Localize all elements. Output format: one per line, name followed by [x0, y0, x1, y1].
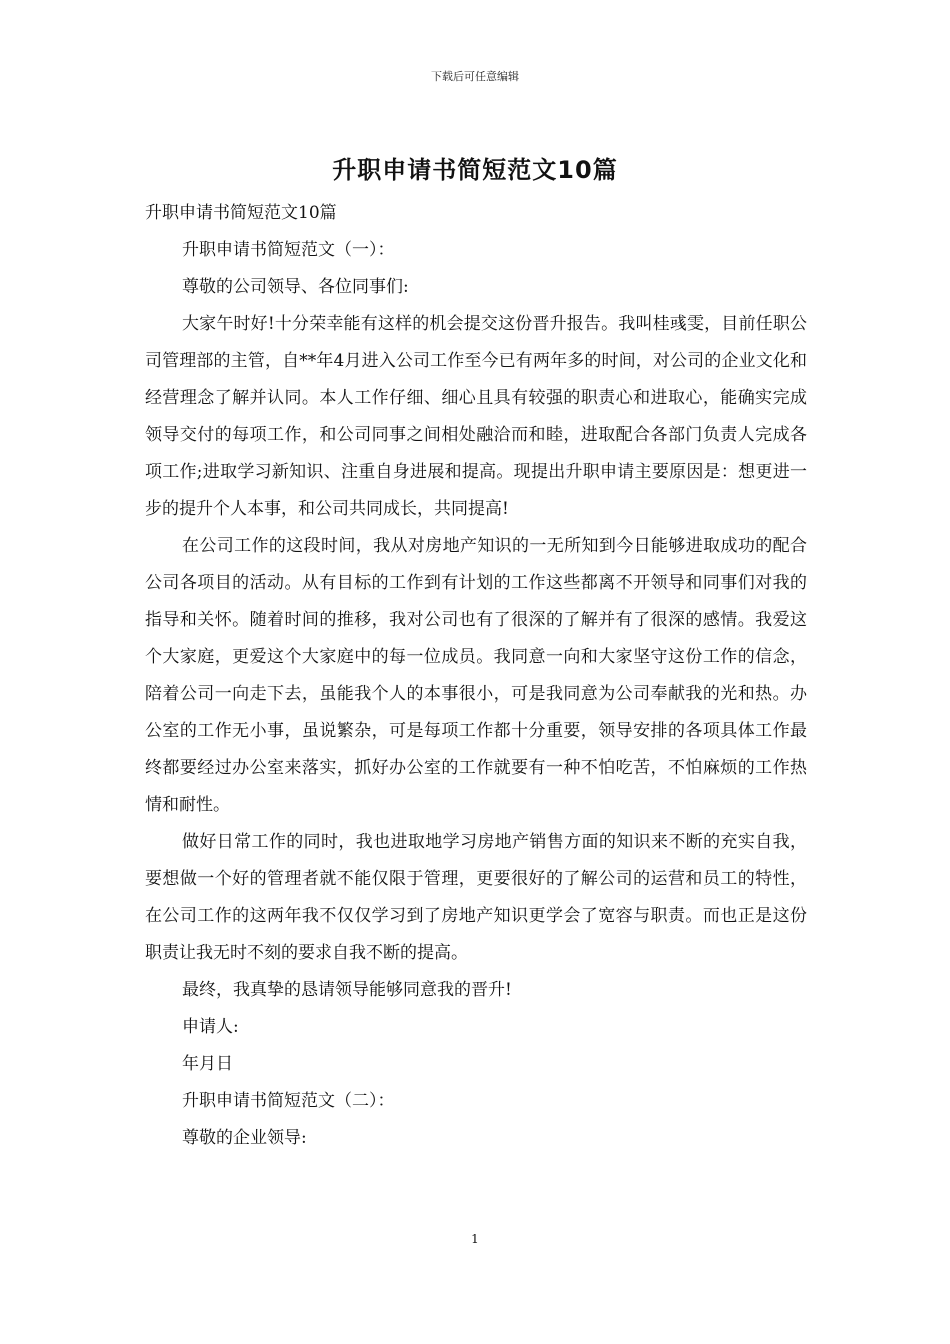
- closing-paragraph: 最终，我真挚的恳请领导能够同意我的晋升!: [182, 980, 512, 1000]
- header-note: 下载后可任意编辑: [431, 70, 519, 83]
- document-body: [145, 195, 807, 1157]
- salutation-2: 尊敬的企业领导:: [182, 1128, 307, 1148]
- date-line: 年月日: [182, 1054, 233, 1074]
- subtitle-line: 升职申请书简短范文10篇: [145, 203, 337, 223]
- document-title: 升职申请书简短范文10篇: [332, 156, 618, 184]
- salutation-1: 尊敬的公司领导、各位同事们:: [182, 277, 409, 297]
- page-number: 1: [471, 1232, 479, 1246]
- section-heading-2: 升职申请书简短范文（二）：: [182, 1091, 395, 1111]
- body-paragraph: 大家午时好!十分荣幸能有这样的机会提交这份晋升报告。我叫桂彧雯，目前任职公司管理部的主管，自**年4月进入公司工作至今已有两年多的时间，对公司的企业文化和经营理念了解并认同。本人工作仔细、细心且具有较强的职责心和进取心，能确实完成领导交付的每项工作，和公司同事之间相处融洽而和睦，进取配合各部门负责人完成各项工作;进取学习新知识、注重自身进展和提高。现提出升职申请主要原因是：想更进一步的提升个人本事，和公司共同成长，共同提高!: [145, 314, 807, 519]
- body-paragraph: 在公司工作的这段时间，我从对房地产知识的一无所知到今日能够进取成功的配合公司各项目的活动。从有目标的工作到有计划的工作这些都离不开领导和同事们对我的指导和关怀。随着时间的推移，我对公司也有了很深的了解并有了很深的感情。我爱这个大家庭，更爱这个大家庭中的每一位成员。我同意一向和大家坚守这份工作的信念，陪着公司一向走下去，虽能我个人的本事很小，可是我同意为公司奉献我的光和热。办公室的工作无小事，虽说繁杂，可是每项工作都十分重要，领导安排的各项具体工作最终都要经过办公室来落实，抓好办公室的工作就要有一种不怕吃苦，不怕麻烦的工作热情和耐性。: [145, 536, 807, 815]
- applicant-line: 申请人:: [182, 1017, 239, 1037]
- section-heading-1: 升职申请书简短范文（一）：: [182, 240, 395, 260]
- body-paragraph: 做好日常工作的同时，我也进取地学习房地产销售方面的知识来不断的充实自我，要想做一个好的管理者就不能仅限于管理，更要很好的了解公司的运营和员工的特性，在公司工作的这两年我不仅仅学习到了房地产知识更学会了宽容与职责。而也正是这份职责让我无时不刻的要求自我不断的提高。: [145, 832, 807, 963]
